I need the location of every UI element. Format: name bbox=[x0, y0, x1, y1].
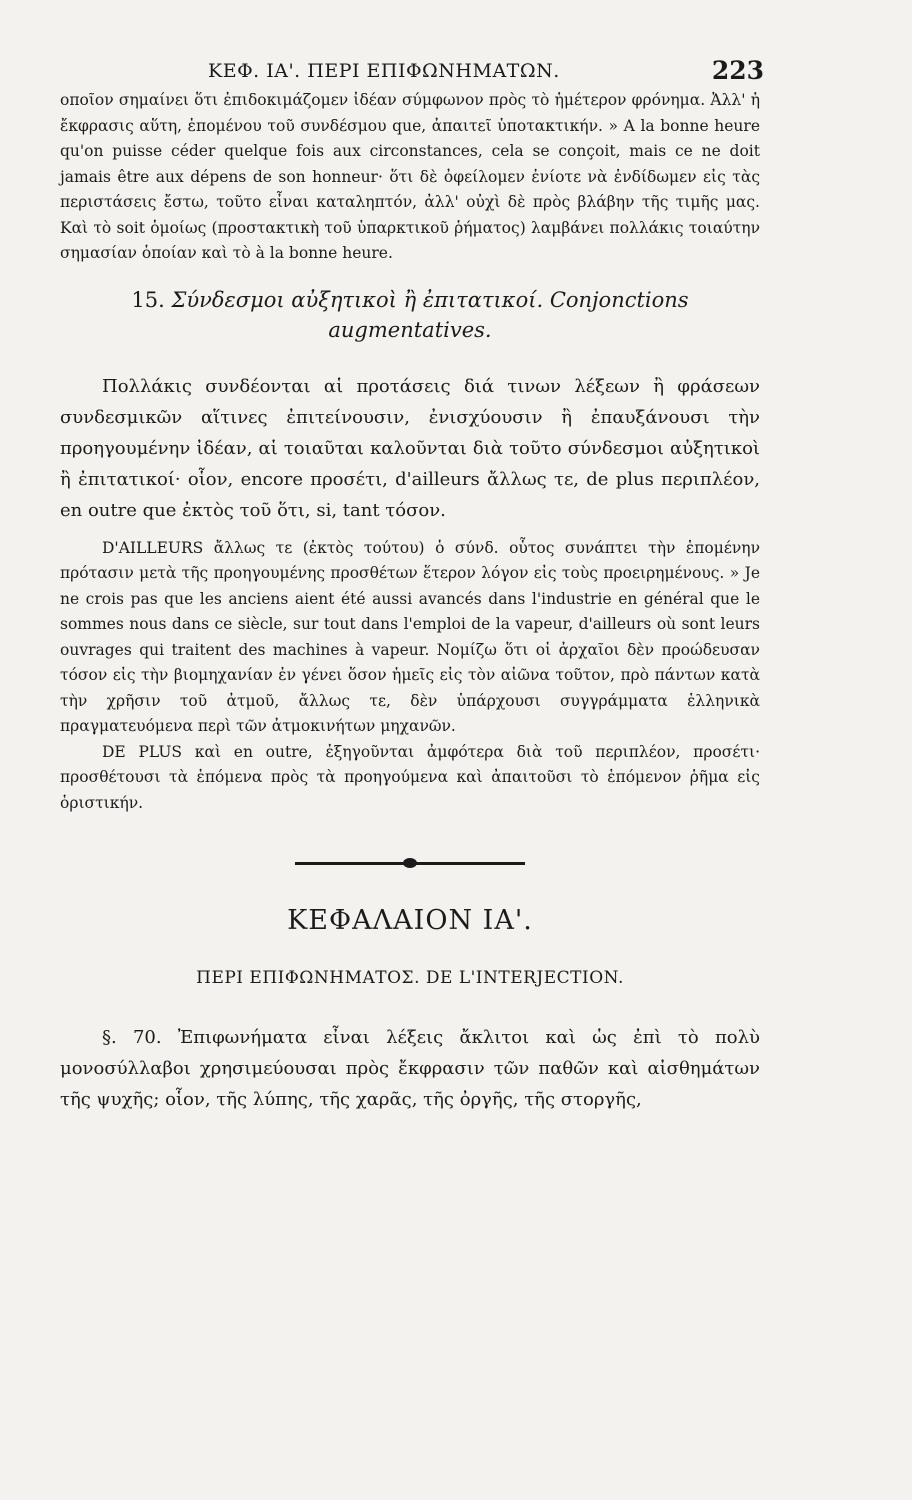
section-15-heading bbox=[60, 285, 760, 345]
ornamental-rule bbox=[295, 862, 525, 865]
running-head: ΚΕΦ. ΙΑ'. ΠΕΡΙ ΕΠΙΦΩΝΗΜΑΤΩΝ. bbox=[208, 60, 560, 82]
page-number: 223 bbox=[711, 56, 764, 85]
book-page bbox=[60, 48, 764, 1115]
dailleurs-paragraph: D'AILLEURS ἄλλως τε (ἐκτὸς τούτου) ὁ σύνδ. οὗτος συνάπτει τὴν ἑπομένην πρότασιν μετὰ τῆς προηγουμένης προσθέτων ἕτερον λόγον εἰς τοὺς προειρημένους. » Je ne crois pas que les anciens aient été aussi avancés dans l'industrie en général que le sommes nous dans ce siècle, sur tout dans l'emploi de la vapeur, d'ailleurs où sont leurs ouvrages qui traitent des machines à vapeur. Νομίζω ὅτι οἱ ἀρχαῖοι δὲν προώδευσαν τόσον εἰς τὴν βιομηχανίαν ἐν γένει ὅσον ἡμεῖς εἰς τὸν αἰῶνα τοῦτον, πρὸ πάντων κατὰ τὴν χρῆσιν τοῦ ἀτμοῦ, ἄλλως τε, δὲν ὑπάρχουσι συγγράμματα ἑλληνικὰ πραγματευόμενα περὶ τῶν ἀτμοκινήτων μηχανῶν. bbox=[60, 538, 760, 735]
page-header bbox=[60, 48, 764, 88]
section-15-paragraph: Πολλάκις συνδέονται αἱ προτάσεις διά τινων λέξεων ἢ φράσεων συνδεσμικῶν αἵτινες ἐπιτείνουσιν, ἐνισχύουσιν ἢ ἐπαυξάνουσι τὴν προηγουμένην ἰδέαν, αἱ τοιαῦται καλοῦνται διὰ τοῦτο σύνδεσμοι αὐξητικοὶ ἢ ἐπιτατικοί· οἷον, encore προσέτι, d'ailleurs ἄλλως τε, de plus περιπλέον, en outre que ἐκτὸς τοῦ ὅτι, si, tant τόσον. bbox=[60, 375, 760, 521]
section-70-block bbox=[60, 1022, 760, 1115]
section-15-title-french: Conjonctions augmentatives. bbox=[328, 287, 689, 342]
dailleurs-block bbox=[60, 536, 760, 817]
section-70-paragraph: §. 70. Ἐπιφωνήματα εἶναι λέξεις ἄκλιτοι καὶ ὡς ἐπὶ τὸ πολὺ μονοσύλλαβοι χρησιμεύουσαι πρὸς ἔκφρασιν τῶν παθῶν καὶ αἰσθημάτων τῆς ψυχῆς; οἷον, τῆς λύπης, τῆς χαρᾶς, τῆς ὀργῆς, τῆς στοργῆς, bbox=[60, 1027, 760, 1110]
section-15-title-greek: Σύνδεσμοι αὐξητικοὶ ἢ ἐπιτατικοί. bbox=[171, 287, 544, 312]
deplus-paragraph: DE PLUS καὶ en outre, ἐξηγοῦνται ἀμφότερα διὰ τοῦ περιπλέον, προσέτι· προσθέτουσι τὰ ἑπόμενα πρὸς τὰ προηγούμενα καὶ ἀπαιτοῦσι τὸ ἑπόμενον ῥῆμα εἰς ὁριστικήν. bbox=[60, 742, 760, 812]
chapter-title: ΚΕΦΑΛΑΙΟΝ ΙΑ'. bbox=[287, 905, 533, 936]
intro-block bbox=[60, 88, 760, 267]
intro-paragraph: οποῖον σημαίνει ὅτι ἐπιδοκιμάζομεν ἰδέαν σύμφωνον πρὸς τὸ ἡμέτερον φρόνημα. Ἀλλ' ἡ ἔκφρασις αὕτη, ἑπομένου τοῦ συνδέσμου que, ἀπαιτεῖ ὑποτακτικήν. » A la bonne heure qu'on puisse céder quelque fois aux circonstances, cela se conçoit, mais ce ne doit jamais être aux dépens de son honneur· ὅτι δὲ ὀφείλομεν ἐνίοτε νὰ ἐνδίδωμεν εἰς τὰς περιστάσεις ἔστω, τοῦτο εἶναι καταληπτόν, ἀλλ' οὐχὶ δὲ πρὸς βλάβην τῆς τιμῆς μας. Καὶ τὸ soit ὁμοίως (προστακτικὴ τοῦ ὑπαρκτικοῦ ῥήματος) λαμβάνει πολλάκις τοιαύτην σημασίαν ὁποίαν καὶ τὸ à la bonne heure. bbox=[60, 91, 760, 262]
chapter-subtitle: ΠΕΡΙ ΕΠΙΦΩΝΗΜΑΤΟΣ. DE L'INTERJECTION. bbox=[196, 968, 624, 988]
section-15-block bbox=[60, 371, 760, 526]
section-15-number: 15. bbox=[131, 287, 165, 312]
